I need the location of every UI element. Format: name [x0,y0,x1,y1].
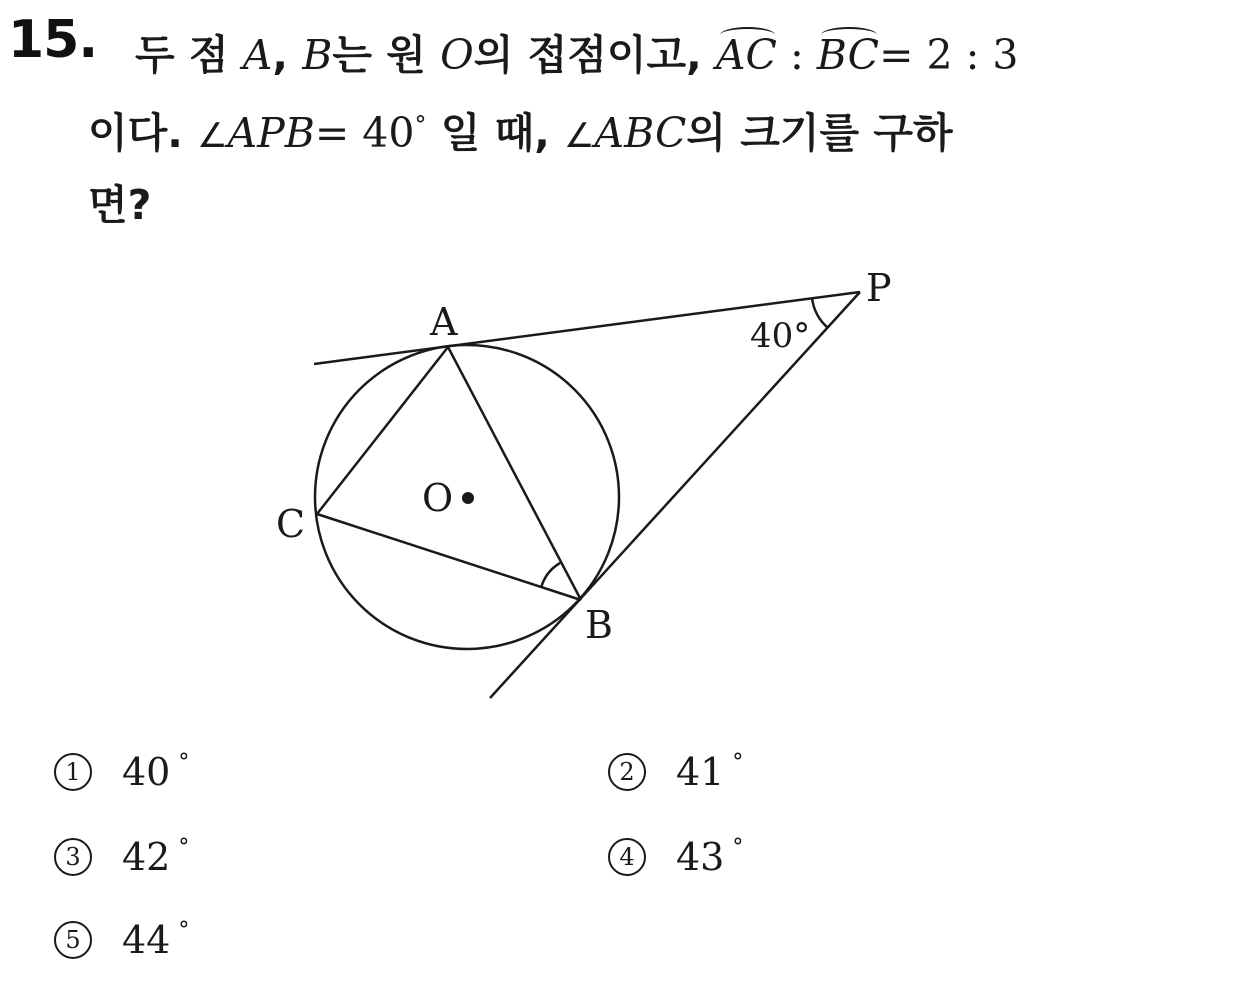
text: , [272,31,303,79]
colon: : [776,31,817,79]
point-o: O [440,31,474,79]
choice-value: 43 [676,835,725,879]
text: 이다. [88,109,198,157]
choice-number-3: 3 [54,838,92,876]
label-c: C [276,502,306,546]
angle-abc: ABC [594,109,687,157]
question-line-3: 면? [88,181,152,229]
choice-value: 42 [122,835,171,879]
degree-mark: ° [732,750,744,775]
center-dot [462,492,474,504]
arc-ac: AC [715,31,777,79]
question-number: 15. [8,10,98,70]
choice-5[interactable] [54,918,189,963]
choice-number-4: 4 [608,838,646,876]
label-p: P [866,266,892,310]
label-a: A [430,300,458,344]
choice-1[interactable] [54,750,189,795]
degree-mark: ° [178,918,190,943]
angle-apb: APB [227,109,315,157]
point-b: B [302,31,333,79]
text: 두 점 [135,31,243,79]
degree-mark: ° [178,835,190,860]
text: 의 접점이고, [473,31,716,79]
degree-mark: ° [414,111,427,139]
choice-value: 44 [122,918,171,962]
angle-arc-p [812,298,828,328]
arc-bc: BC [816,31,880,79]
choice-number-2: 2 [608,753,646,791]
choice-value: 40 [122,750,171,794]
label-angle-p: 40° [750,316,811,356]
text: 의 크기를 구하 [686,109,953,157]
choice-number-1: 1 [54,753,92,791]
label-b: B [585,603,613,647]
angle-value: = 40 [314,109,415,157]
angle-arc-b [541,563,560,588]
point-a: A [242,31,273,79]
text: 일 때, [426,109,565,157]
ratio: = 2 : 3 [879,31,1019,79]
label-o: O [422,476,454,520]
choice-value: 41 [676,750,725,794]
choice-2[interactable] [608,750,743,795]
choice-number-5: 5 [54,921,92,959]
degree-mark: ° [178,750,190,775]
angle-symbol: ∠ [197,116,228,156]
choice-4[interactable] [608,835,743,880]
angle-symbol: ∠ [564,116,595,156]
degree-mark: ° [732,835,744,860]
text: 는 원 [332,31,441,79]
choice-3[interactable] [54,835,189,880]
